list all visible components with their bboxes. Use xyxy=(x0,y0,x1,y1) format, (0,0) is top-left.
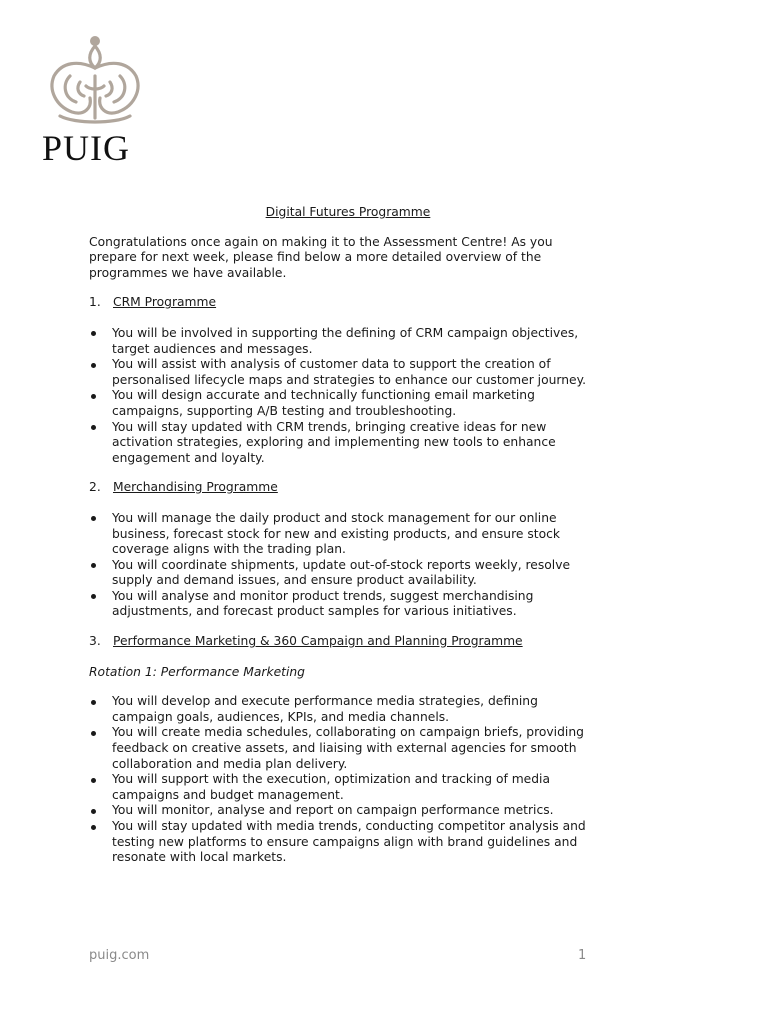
section-number: 3. xyxy=(89,634,101,649)
list-item: You will design accurate and technically functioning email marketing campaigns, supporting A/B testing and troubleshooting. xyxy=(89,388,599,419)
section-number: 1. xyxy=(89,295,101,310)
section-heading-merchandising xyxy=(89,480,599,496)
list-item: You will manage the daily product and stock management for our online business, forecast stock for new and existing products, and ensure stock coverage aligns with the trading plan. xyxy=(89,511,599,558)
list-item: You will stay updated with media trends, conducting competitor analysis and testing new platforms to ensure campaigns align with brand guidelines and resonate with local markets. xyxy=(89,819,599,866)
intro-paragraph: Congratulations once again on making it to the Assessment Centre! As you prepare for next week, please find below a more detailed overview of the programmes we have available. xyxy=(89,234,553,280)
list-item: You will analyse and monitor product trends, suggest merchandising adjustments, and forecast product samples for various initiatives. xyxy=(89,589,599,620)
list-item: You will assist with analysis of customer data to support the creation of personalised lifecycle maps and strategies to enhance our customer journey. xyxy=(89,357,599,388)
document-title: Digital Futures Programme xyxy=(265,205,431,219)
list-item: You will coordinate shipments, update out-of-stock reports weekly, resolve supply and demand issues, and ensure product availability. xyxy=(89,558,599,589)
section-heading-crm xyxy=(89,295,599,311)
list-item: You will be involved in supporting the defining of CRM campaign objectives, target audiences and messages. xyxy=(89,326,599,357)
page-number: 1 xyxy=(578,948,587,963)
puig-emblem-icon xyxy=(40,32,150,127)
list-item: You will monitor, analyse and report on campaign performance metrics. xyxy=(89,803,599,819)
bullet-list-merchandising xyxy=(89,511,599,620)
list-item: You will support with the execution, optimization and tracking of media campaigns and budget management. xyxy=(89,772,599,803)
section-title: CRM Programme xyxy=(113,295,217,310)
section-title: Performance Marketing & 360 Campaign and Planning Programme xyxy=(113,634,523,649)
list-item: You will stay updated with CRM trends, bringing creative ideas for new activation strategies, exploring and implementing new tools to enhance engagement and loyalty. xyxy=(89,420,599,467)
bullet-list-crm xyxy=(89,326,599,466)
section-title: Merchandising Programme xyxy=(113,480,278,495)
section-number: 2. xyxy=(89,480,101,495)
section-heading-performance-marketing xyxy=(89,634,599,650)
rotation-subheading: Rotation 1: Performance Marketing xyxy=(89,664,305,679)
document-body xyxy=(89,205,599,880)
list-item: You will develop and execute performance media strategies, defining campaign goals, audiences, KPIs, and media channels. xyxy=(89,694,599,725)
puig-wordmark: PUIG xyxy=(42,128,131,168)
puig-logo xyxy=(40,32,150,127)
list-item: You will create media schedules, collaborating on campaign briefs, providing feedback on creative assets, and liaising with external agencies for smooth collaboration and media plan delivery. xyxy=(89,725,599,772)
bullet-list-performance-marketing xyxy=(89,694,599,866)
footer-url: puig.com xyxy=(89,948,150,963)
